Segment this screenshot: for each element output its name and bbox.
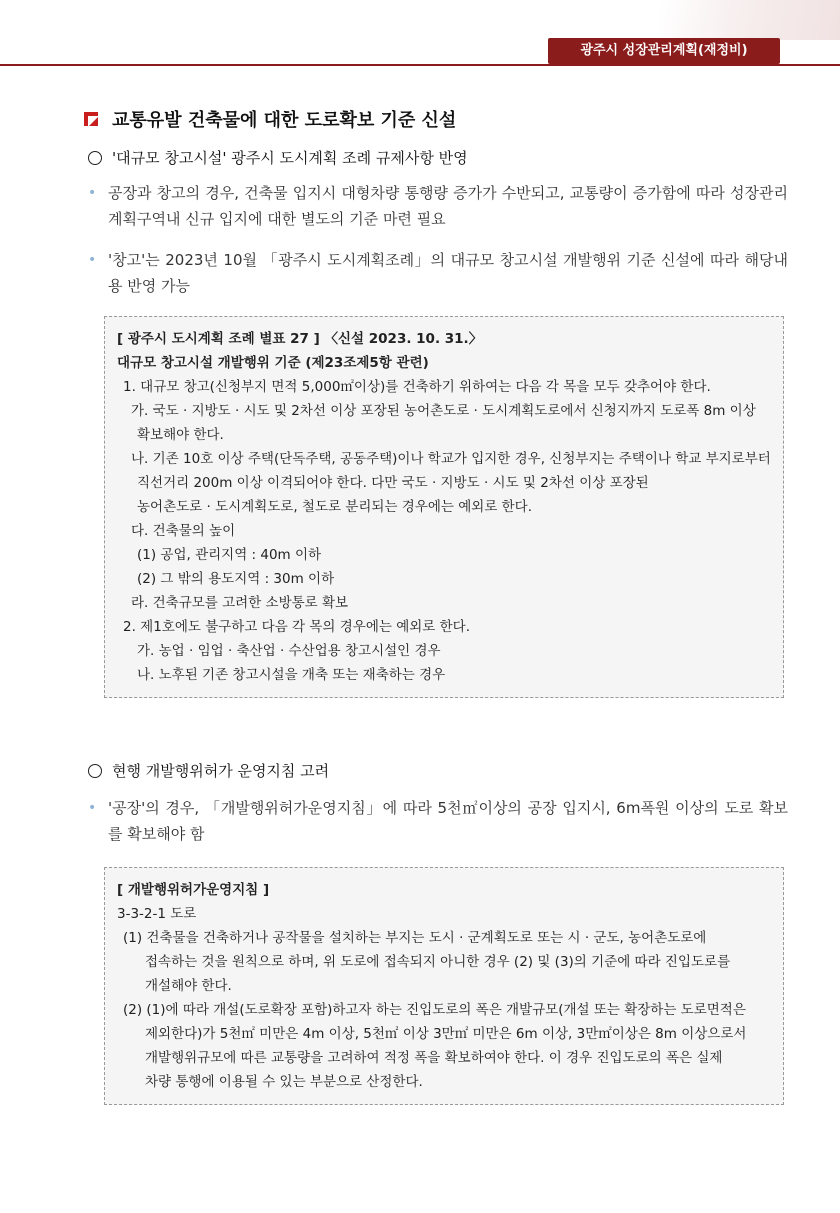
box-line: 나. 노후된 기존 창고시설을 개축 또는 재축하는 경우	[137, 667, 446, 683]
bullet-item	[88, 795, 788, 847]
bullet-item	[88, 180, 788, 232]
bullet-dot-icon: •	[88, 800, 97, 816]
box-line: 개설해야 한다.	[145, 978, 232, 994]
box-subtitle: 대규모 창고시설 개발행위 기준 (제23조제5항 관련)	[117, 355, 429, 371]
box-line: 라. 건축규모를 고려한 소방통로 확보	[131, 595, 349, 611]
circle-bullet-icon	[88, 764, 102, 778]
box-line: 확보해야 한다.	[137, 427, 224, 443]
box-line: 농어촌도로 · 도시계획도로, 철도로 분리되는 경우에는 예외로 한다.	[137, 499, 533, 515]
box-line: 제외한다)가 5천㎡ 미만은 4m 이상, 5천㎡ 이상 3만㎡ 미만은 6m 이상, 3만㎡이상은 8m 이상으로서	[145, 1026, 747, 1042]
box-title: [ 개발행위허가운영지침 ]	[117, 882, 270, 898]
subheading-1	[88, 147, 468, 168]
box-line: 가. 국도 · 지방도 · 시도 및 2차선 이상 포장된 농어촌도로 · 도시계획도로에서 신청지까지 도로폭 8m 이상	[131, 403, 756, 419]
section-title-text: 교통유발 건축물에 대한 도로확보 기준 신설	[112, 110, 457, 131]
circle-bullet-icon	[88, 151, 102, 165]
section-marker-icon	[84, 112, 98, 126]
header-decoration	[660, 0, 840, 40]
header-divider	[0, 64, 840, 66]
ordinance-box	[104, 316, 784, 698]
box-line: 1. 대규모 창고(신청부지 면적 5,000㎡이상)를 건축하기 위하여는 다음 각 목을 모두 갖추어야 한다.	[123, 379, 711, 395]
box-line: 나. 기존 10호 이상 주택(단독주택, 공동주택)이나 학교가 입지한 경우, 신청부지는 주택이나 학교 부지로부터	[131, 451, 771, 467]
bullet-item	[88, 247, 788, 299]
box-line: (1) 공업, 관리지역 : 40m 이하	[137, 547, 322, 563]
header-badge: 광주시 성장관리계획(재정비)	[548, 38, 780, 64]
section-title	[84, 106, 456, 132]
subheading-2-text: 현행 개발행위허가 운영지침 고려	[112, 762, 330, 780]
subheading-2	[88, 760, 329, 781]
box-line: 접속하는 것을 원칙으로 하며, 위 도로에 접속되지 아니한 경우 (2) 및 (3)의 기준에 따라 진입도로를	[145, 954, 731, 970]
box-line: 3-3-2-1 도로	[117, 906, 197, 922]
box-line: 직선거리 200m 이상 이격되어야 한다. 다만 국도 · 지방도 · 시도 및 2차선 이상 포장된	[137, 475, 649, 491]
box-line: (2) (1)에 따라 개설(도로확장 포함)하고자 하는 진입도로의 폭은 개발규모(개설 또는 확장하는 도로면적은	[123, 1002, 746, 1018]
subheading-1-text: '대규모 창고시설' 광주시 도시계획 조례 규제사항 반영	[112, 149, 468, 167]
bullet-text: '공장'의 경우, 「개발행위허가운영지침」에 따라 5천㎡이상의 공장 입지시, 6m폭원 이상의 도로 확보를 확보해야 함	[108, 799, 788, 843]
box-line: 차량 통행에 이용될 수 있는 부분으로 산정한다.	[145, 1074, 423, 1090]
bullet-dot-icon: •	[88, 252, 97, 268]
box-line: 가. 농업 · 임업 · 축산업 · 수산업용 창고시설인 경우	[137, 643, 441, 659]
guideline-box	[104, 867, 784, 1105]
bullet-text: 공장과 창고의 경우, 건축물 입지시 대형차량 통행량 증가가 수반되고, 교통량이 증가함에 따라 성장관리계획구역내 신규 입지에 대한 별도의 기준 마련 필요	[108, 184, 788, 228]
box-title: [ 광주시 도시계획 조례 별표 27 ] 〈신설 2023. 10. 31.〉	[117, 331, 483, 347]
bullet-dot-icon: •	[88, 185, 97, 201]
box-line: 다. 건축물의 높이	[131, 523, 236, 539]
box-line: 2. 제1호에도 불구하고 다음 각 목의 경우에는 예외로 한다.	[123, 619, 470, 635]
box-line: 개발행위규모에 따른 교통량을 고려하여 적정 폭을 확보하여야 한다. 이 경우 진입도로의 폭은 실제	[145, 1050, 723, 1066]
bullet-text: '창고'는 2023년 10월 「광주시 도시계획조례」의 대규모 창고시설 개발행위 기준 신설에 따라 해당내용 반영 가능	[108, 251, 788, 295]
box-line: (1) 건축물을 건축하거나 공작물을 설치하는 부지는 도시 · 군계획도로 또는 시 · 군도, 농어촌도로에	[123, 930, 707, 946]
box-line: (2) 그 밖의 용도지역 : 30m 이하	[137, 571, 335, 587]
